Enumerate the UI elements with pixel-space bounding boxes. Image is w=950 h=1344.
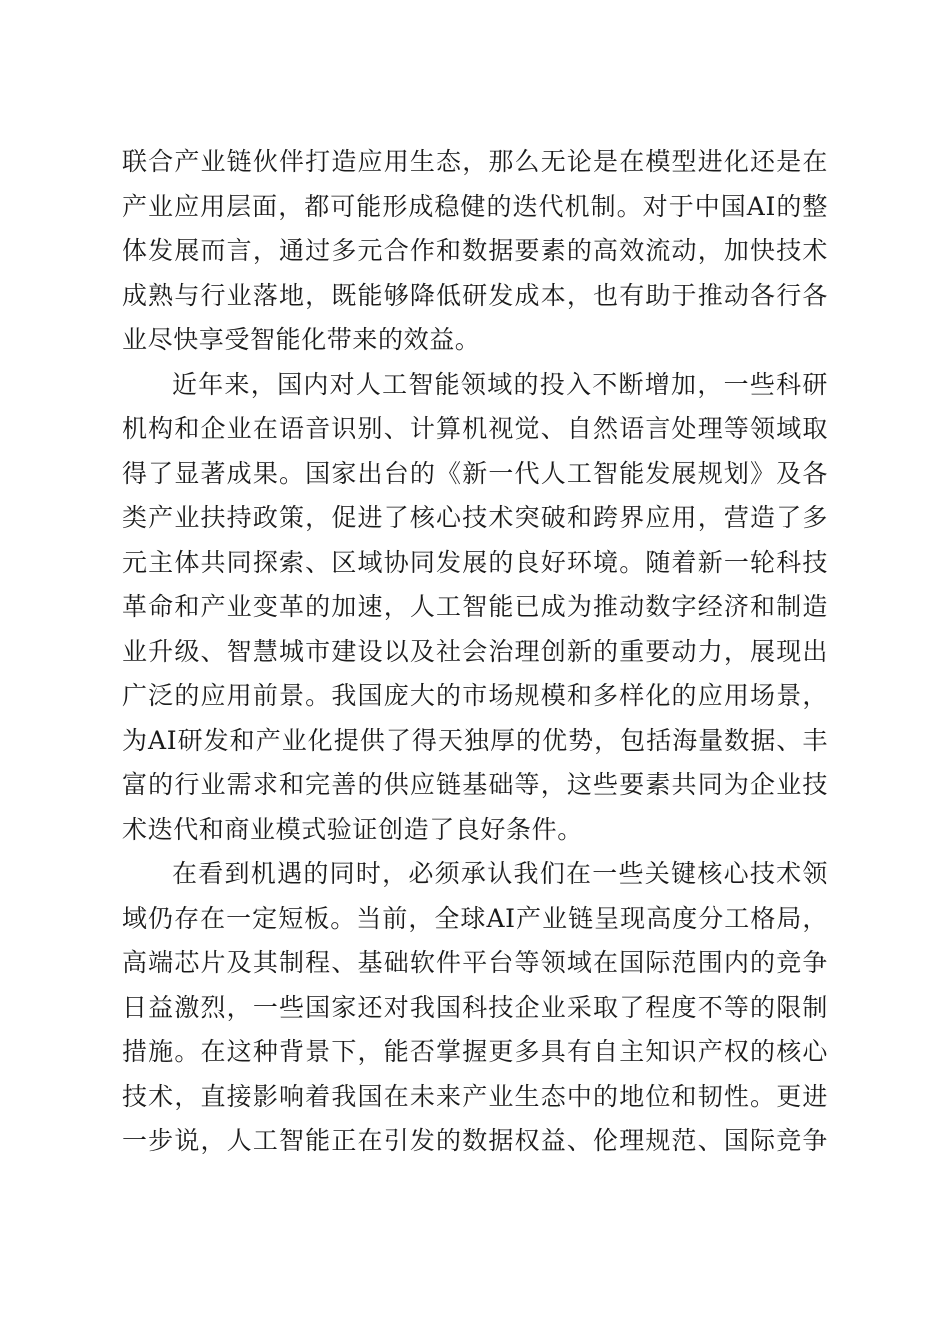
- paragraph-1: [122, 140, 828, 363]
- text-line: 得了显著成果。国家出台的《新一代人工智能发展规划》及各: [122, 458, 828, 488]
- text-line: 在看到机遇的同时，必须承认我们在一些关键核心技术领: [172, 859, 828, 888]
- text-line: 域仍存在一定短板。当前，全球AI产业链呈现高度分工格局，: [122, 903, 828, 933]
- text-line: 日益激烈，一些国家还对我国科技企业采取了程度不等的限制: [122, 992, 828, 1022]
- text-line: 联合产业链伙伴打造应用生态，那么无论是在模型进化还是在: [122, 147, 828, 176]
- paragraph-2: [122, 363, 828, 853]
- text-line: 术迭代和商业模式验证创造了良好条件。: [122, 814, 583, 844]
- text-line: 成熟与行业落地，既能够降低研发成本，也有助于推动各行各: [122, 280, 828, 310]
- text-line: 业尽快享受智能化带来的效益。: [122, 325, 481, 354]
- text-line: 高端芯片及其制程、基础软件平台等领域在国际范围内的竞争: [122, 948, 828, 977]
- text-line: 机构和企业在语音识别、计算机视觉、自然语言处理等领域取: [122, 414, 828, 443]
- text-line: 体发展而言，通过多元合作和数据要素的高效流动，加快技术: [122, 236, 828, 265]
- text-line: 产业应用层面，都可能形成稳健的迭代机制。对于中国AI的整: [122, 191, 828, 221]
- text-line: 业升级、智慧城市建设以及社会治理创新的重要动力，展现出: [122, 636, 828, 666]
- document-body: [122, 140, 828, 1164]
- text-line: 为AI研发和产业化提供了得天独厚的优势，包括海量数据、丰: [122, 725, 828, 755]
- text-line: 元主体共同探索、区域协同发展的良好环境。随着新一轮科技: [122, 547, 828, 577]
- paragraph-3: [122, 852, 828, 1164]
- text-line: 广泛的应用前景。我国庞大的市场规模和多样化的应用场景，: [122, 681, 828, 710]
- text-line: 富的行业需求和完善的供应链基础等，这些要素共同为企业技: [122, 770, 828, 799]
- text-line: 技术，直接影响着我国在未来产业生态中的地位和韧性。更进: [122, 1081, 828, 1111]
- text-line: 措施。在这种背景下，能否掌握更多具有自主知识产权的核心: [122, 1037, 828, 1066]
- text-line: 革命和产业变革的加速，人工智能已成为推动数字经济和制造: [122, 592, 828, 621]
- text-line: 近年来，国内对人工智能领域的投入不断增加，一些科研: [172, 369, 828, 399]
- text-line: 类产业扶持政策，促进了核心技术突破和跨界应用，营造了多: [122, 503, 828, 532]
- text-line: 一步说，人工智能正在引发的数据权益、伦理规范、国际竞争: [122, 1126, 828, 1155]
